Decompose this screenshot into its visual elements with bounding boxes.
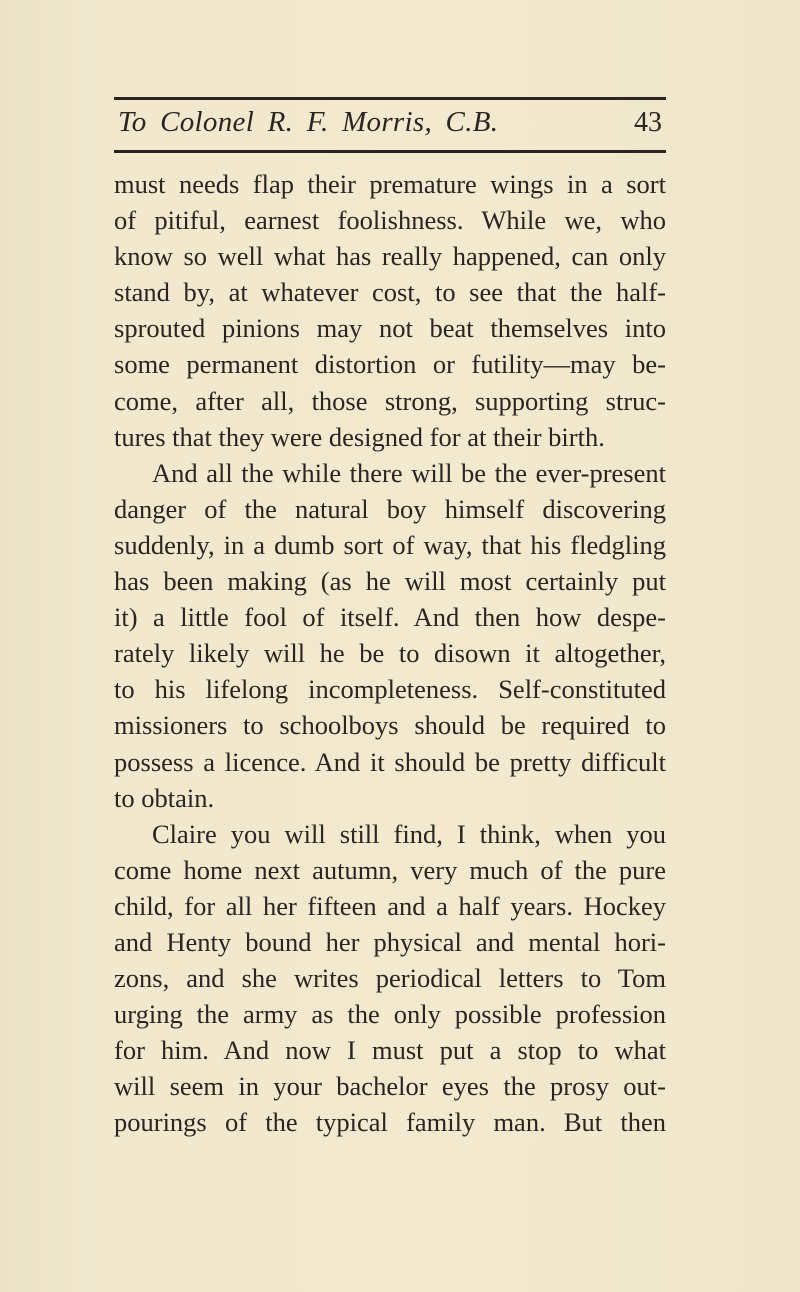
text-line: it) a little fool of itself. And then how despe- [114, 602, 666, 633]
text-line: missioners to schoolboys should be required to [114, 710, 666, 741]
page-number: 43 [634, 107, 662, 138]
text-line: and Henty bound her physical and mental hori- [114, 926, 666, 957]
text-line: danger of the natural boy himself discovering [114, 493, 666, 524]
text-line: pourings of the typical family man. But then [114, 1107, 666, 1138]
body-text [114, 166, 666, 1141]
text-line: to obtain. [114, 782, 215, 813]
text-line: child, for all her fifteen and a half years. Hockey [114, 890, 666, 921]
text-line: come, after all, those strong, supporting struc- [114, 385, 666, 416]
running-head-title: To Colonel R. F. Morris, C.B. [118, 106, 499, 138]
header-rule-top [114, 97, 666, 100]
text-line: come home next autumn, very much of the pure [114, 854, 666, 885]
text-line: stand by, at whatever cost, to see that the half- [114, 277, 666, 308]
text-line: some permanent distortion or futility—may be- [114, 349, 666, 380]
text-line: zons, and she writes periodical letters to Tom [114, 963, 666, 994]
text-line: of pitiful, earnest foolishness. While we, who [114, 205, 666, 236]
text-line: must needs flap their premature wings in a sort [114, 169, 666, 199]
text-line: will seem in your bachelor eyes the prosy out- [114, 1071, 666, 1102]
text-line: for him. And now I must put a stop to what [114, 1035, 666, 1066]
text-line: urging the army as the only possible profession [114, 999, 666, 1030]
text-line: has been making (as he will most certainly put [114, 566, 666, 597]
text-line: possess a licence. And it should be pretty difficult [114, 746, 666, 777]
running-head [114, 106, 666, 146]
text-line: know so well what has really happened, can only [114, 241, 666, 272]
header-rule-bottom [114, 150, 666, 153]
text-line: tures that they were designed for at their birth. [114, 421, 605, 452]
text-line: suddenly, in a dumb sort of way, that his fledgling [114, 529, 666, 560]
text-line: sprouted pinions may not beat themselves into [114, 313, 666, 344]
text-line: rately likely will he be to disown it altogether, [114, 638, 666, 669]
text-line: And all the while there will be the ever-present [152, 457, 666, 488]
text-line: to his lifelong incompleteness. Self-constituted [114, 674, 666, 705]
text-line: Claire you will still find, I think, when you [152, 818, 666, 849]
